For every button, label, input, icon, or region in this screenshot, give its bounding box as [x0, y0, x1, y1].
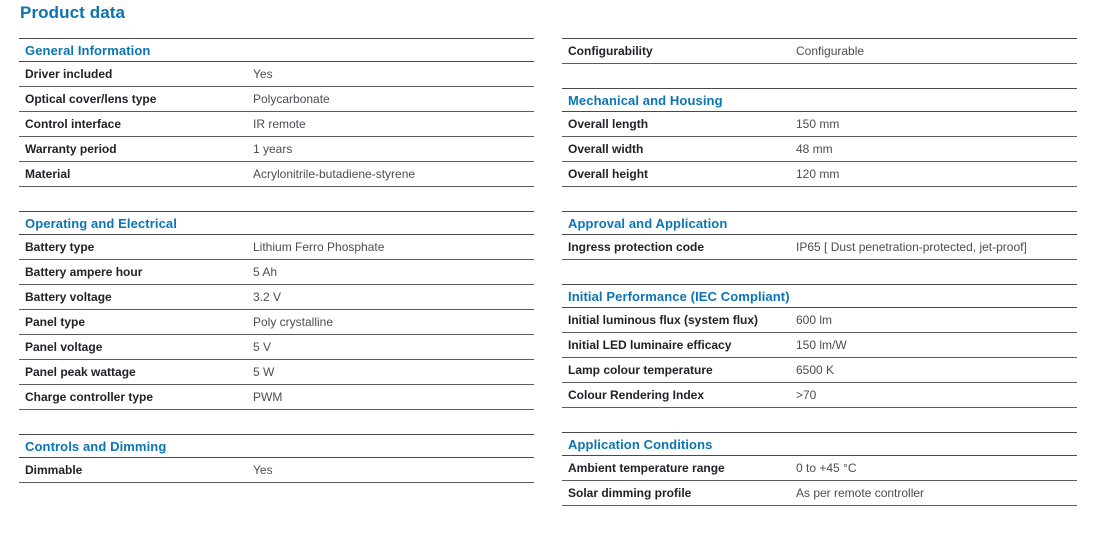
spec-row [562, 333, 1077, 358]
spec-row [19, 62, 534, 87]
spec-value: Yes [253, 463, 273, 477]
spec-row [562, 112, 1077, 137]
spec-row [19, 335, 534, 360]
spec-value: 1 years [253, 142, 293, 156]
spec-row [19, 285, 534, 310]
spec-row [19, 385, 534, 410]
section-header: Operating and Electrical [19, 212, 534, 235]
section-header: General Information [19, 39, 534, 62]
spec-label: Dimmable [25, 463, 83, 477]
spec-label: Optical cover/lens type [25, 92, 157, 106]
section-header: Initial Performance (IEC Compliant) [562, 285, 1077, 308]
spec-row [562, 456, 1077, 481]
spec-label: Lamp colour temperature [568, 363, 713, 377]
section-rows [19, 62, 534, 187]
spec-row [562, 137, 1077, 162]
spec-row [19, 235, 534, 260]
section-header: Controls and Dimming [19, 435, 534, 458]
spec-row [562, 308, 1077, 333]
spec-value: 150 mm [796, 117, 840, 131]
spec-label: Battery ampere hour [25, 265, 143, 279]
spec-value: 600 lm [796, 313, 833, 327]
spec-row [19, 137, 534, 162]
spec-row [19, 162, 534, 187]
section-header: Approval and Application [562, 212, 1077, 235]
section-rows [562, 456, 1077, 506]
spec-row [562, 162, 1077, 187]
spec-label: Charge controller type [25, 390, 154, 404]
spec-row [19, 360, 534, 385]
spec-value: 5 Ah [253, 265, 278, 279]
spec-value: Acrylonitrile-butadiene-styrene [253, 167, 416, 181]
spec-label: Warranty period [25, 142, 117, 156]
spec-label: Colour Rendering Index [568, 388, 705, 402]
spec-section [562, 88, 1077, 187]
spec-label: Panel type [25, 315, 86, 329]
section-header: Application Conditions [562, 433, 1077, 456]
spec-section [562, 38, 1077, 64]
spec-label: Initial LED luminaire efficacy [568, 338, 732, 352]
spec-section [19, 38, 534, 187]
spec-value: IP65 [ Dust penetration-protected, jet-proof] [796, 240, 1027, 254]
section-rows [19, 458, 534, 483]
spec-label: Overall length [568, 117, 649, 131]
spec-row [562, 235, 1077, 260]
section-header: Mechanical and Housing [562, 89, 1077, 112]
spec-value: 6500 K [796, 363, 835, 377]
section-rows [562, 235, 1077, 260]
spec-columns [19, 38, 1095, 530]
spec-label: Panel peak wattage [25, 365, 136, 379]
spec-value: 150 lm/W [796, 338, 847, 352]
spec-label: Configurability [568, 44, 653, 58]
spec-section [562, 211, 1077, 260]
section-rows [19, 235, 534, 410]
spec-section [562, 284, 1077, 408]
spec-row [562, 481, 1077, 506]
spec-label: Material [25, 167, 71, 181]
spec-value: Polycarbonate [253, 92, 330, 106]
spec-label: Solar dimming profile [568, 486, 692, 500]
spec-label: Battery type [25, 240, 95, 254]
section-rows [562, 308, 1077, 408]
spec-value: IR remote [253, 117, 306, 131]
spec-value: 120 mm [796, 167, 840, 181]
spec-value: 5 V [253, 340, 272, 354]
section-rows [562, 112, 1077, 187]
spec-label: Overall width [568, 142, 644, 156]
spec-row [562, 39, 1077, 64]
spec-value: 5 W [253, 365, 275, 379]
spec-section [19, 434, 534, 483]
spec-value: 48 mm [796, 142, 833, 156]
spec-value: >70 [796, 388, 817, 402]
spec-row [19, 87, 534, 112]
page-title: Product data [20, 3, 126, 22]
spec-row [562, 383, 1077, 408]
spec-label: Panel voltage [25, 340, 103, 354]
spec-row [19, 112, 534, 137]
spec-value: Lithium Ferro Phosphate [253, 240, 385, 254]
spec-row [562, 358, 1077, 383]
left-column [19, 38, 534, 507]
spec-row [19, 260, 534, 285]
spec-row [19, 310, 534, 335]
spec-label: Initial luminous flux (system flux) [568, 313, 759, 327]
spec-row [19, 458, 534, 483]
spec-label: Overall height [568, 167, 649, 181]
spec-value: Poly crystalline [253, 315, 334, 329]
spec-section [562, 432, 1077, 506]
spec-label: Driver included [25, 67, 113, 81]
spec-value: PWM [253, 390, 283, 404]
spec-section [19, 211, 534, 410]
right-column [562, 38, 1077, 530]
spec-value: Yes [253, 67, 273, 81]
spec-value: As per remote controller [796, 486, 925, 500]
section-rows [562, 39, 1077, 64]
spec-value: Configurable [796, 44, 865, 58]
spec-value: 0 to +45 °C [796, 461, 857, 475]
spec-value: 3.2 V [253, 290, 282, 304]
spec-label: Ambient temperature range [568, 461, 725, 475]
spec-label: Control interface [25, 117, 122, 131]
spec-label: Battery voltage [25, 290, 112, 304]
spec-label: Ingress protection code [568, 240, 705, 254]
